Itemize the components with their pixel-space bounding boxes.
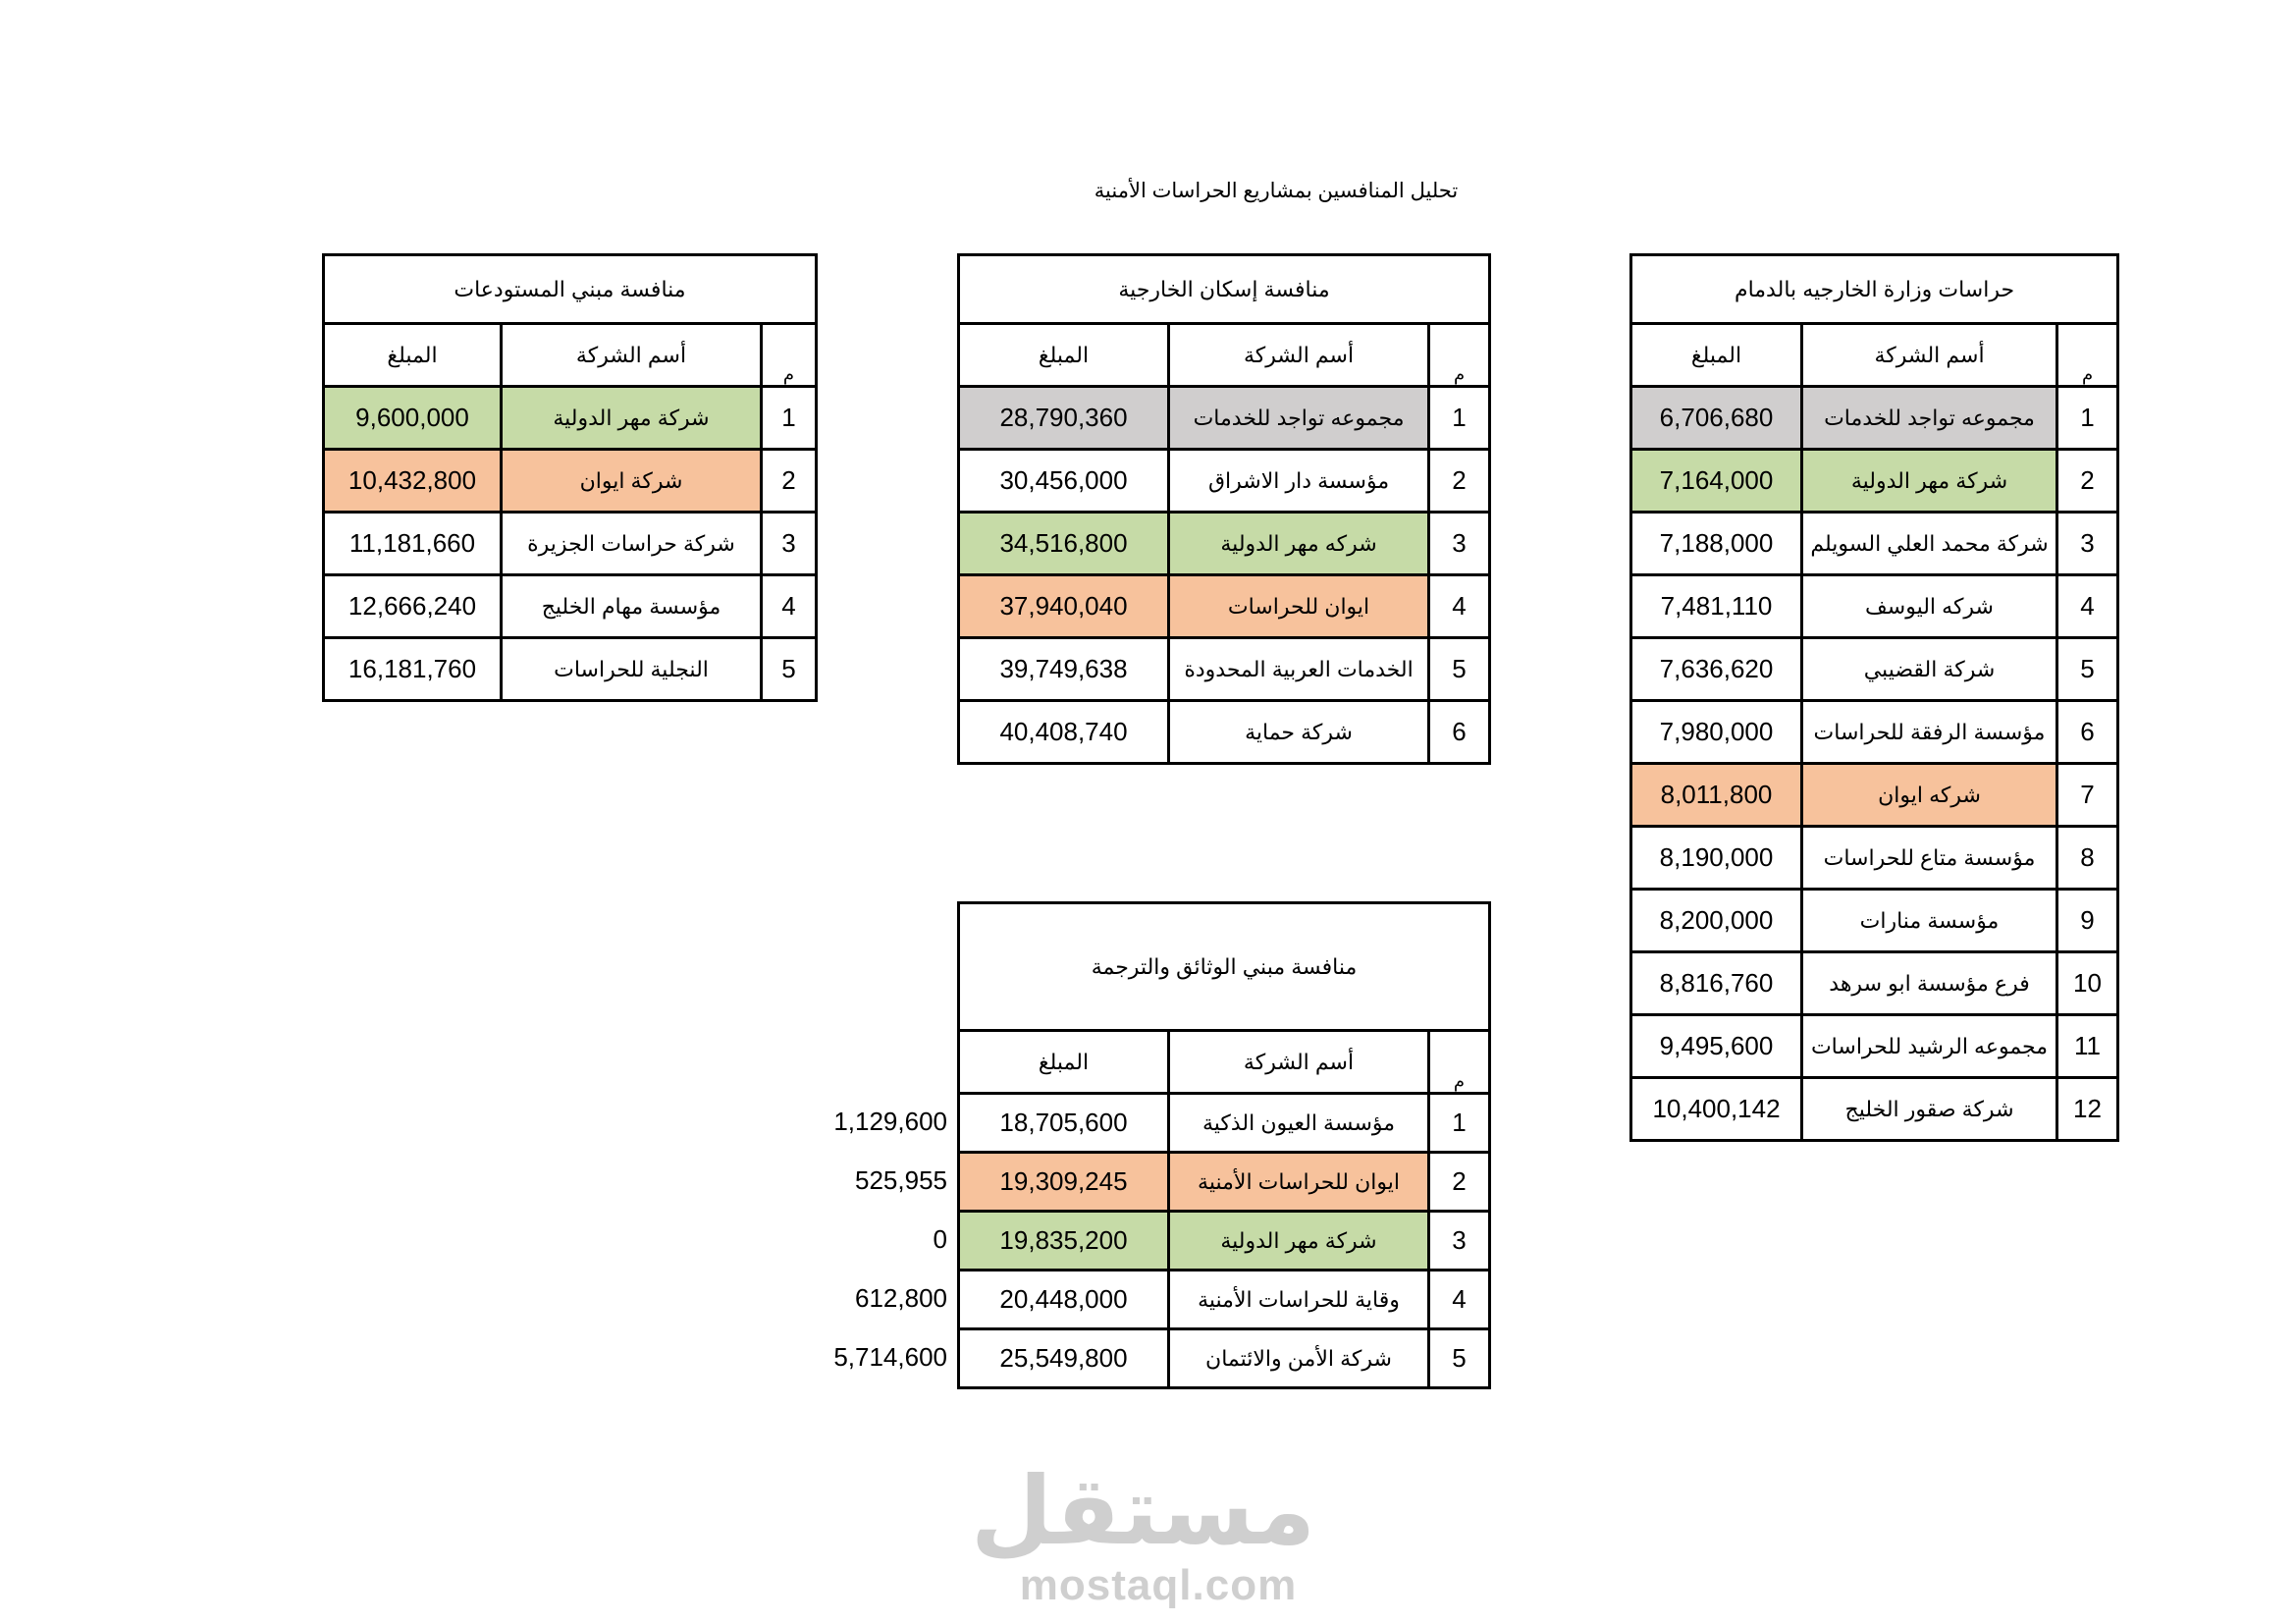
- row-index: 6: [2057, 701, 2118, 764]
- row-index: 5: [1429, 638, 1490, 701]
- table-title: منافسة مبني الوثائق والترجمة: [959, 903, 1490, 1031]
- company-name: شركة مهر الدولية: [1802, 450, 2057, 513]
- table-warehouses: [322, 253, 818, 702]
- company-name: مجموعه الرشيد للحراسات: [1802, 1015, 2057, 1078]
- amount: 18,705,600: [959, 1094, 1169, 1153]
- amount: 7,980,000: [1631, 701, 1802, 764]
- table-row: [959, 575, 1490, 638]
- amount: 37,940,040: [959, 575, 1169, 638]
- amount: 20,448,000: [959, 1271, 1169, 1329]
- row-index: 3: [1429, 513, 1490, 575]
- company-name: شركة محمد العلي السويلم: [1802, 513, 2057, 575]
- column-header-amount: المبلغ: [959, 324, 1169, 387]
- table-row: [959, 513, 1490, 575]
- table-row: [1631, 1078, 2118, 1141]
- company-name: شركة حماية: [1169, 701, 1429, 764]
- company-name: شركة مهر الدولية: [502, 387, 762, 450]
- table-documents-translation: [957, 901, 1491, 1389]
- company-name: شركة صقور الخليج: [1802, 1078, 2057, 1141]
- row-index: 5: [1429, 1329, 1490, 1388]
- amount: 7,481,110: [1631, 575, 1802, 638]
- row-index: 8: [2057, 827, 2118, 890]
- difference-value: 612,800: [855, 1283, 947, 1313]
- company-name: ايوان للحراسات: [1169, 575, 1429, 638]
- company-name: فرع مؤسسة ابو سرهد: [1802, 952, 2057, 1015]
- difference-value: 0: [933, 1224, 947, 1254]
- column-header-index: م: [762, 324, 817, 387]
- company-name: شركة ايوان: [502, 450, 762, 513]
- company-name: النجلية للحراسات: [502, 638, 762, 701]
- column-header-index: م: [2057, 324, 2118, 387]
- watermark-latin: mostaql.com: [1019, 1561, 1298, 1609]
- amount: 28,790,360: [959, 387, 1169, 450]
- table-row: [324, 638, 817, 701]
- amount: 8,011,800: [1631, 764, 1802, 827]
- amount: 8,190,000: [1631, 827, 1802, 890]
- table-row: [324, 387, 817, 450]
- row-index: 2: [2057, 450, 2118, 513]
- row-index: 4: [762, 575, 817, 638]
- amount: 6,706,680: [1631, 387, 1802, 450]
- difference-value: 5,714,600: [833, 1342, 947, 1372]
- table-row: [959, 387, 1490, 450]
- amount: 7,164,000: [1631, 450, 1802, 513]
- table-row: [1631, 1015, 2118, 1078]
- amount: 34,516,800: [959, 513, 1169, 575]
- company-name: شركه ايوان: [1802, 764, 2057, 827]
- watermark: [970, 1459, 1315, 1610]
- table-row: [959, 701, 1490, 764]
- amount: 19,835,200: [959, 1212, 1169, 1271]
- column-header-company: أسم الشركة: [1169, 324, 1429, 387]
- table-row: [1631, 701, 2118, 764]
- row-index: 6: [1429, 701, 1490, 764]
- amount: 30,456,000: [959, 450, 1169, 513]
- row-index: 5: [2057, 638, 2118, 701]
- column-header-index: م: [1429, 324, 1490, 387]
- table-row: [959, 1212, 1490, 1271]
- company-name: مؤسسة منارات: [1802, 890, 2057, 952]
- company-name: شركة حراسات الجزيرة: [502, 513, 762, 575]
- table-row: [324, 450, 817, 513]
- amount: 9,600,000: [324, 387, 502, 450]
- row-index: 11: [2057, 1015, 2118, 1078]
- amount: 7,636,620: [1631, 638, 1802, 701]
- company-name: مؤسسة الرفقة للحراسات: [1802, 701, 2057, 764]
- row-index: 9: [2057, 890, 2118, 952]
- table-row: [959, 638, 1490, 701]
- row-index: 10: [2057, 952, 2118, 1015]
- amount: 7,188,000: [1631, 513, 1802, 575]
- table-row: [1631, 638, 2118, 701]
- row-index: 3: [1429, 1212, 1490, 1271]
- page-title: تحليل المنافسين بمشاريع الحراسات الأمنية: [1094, 180, 1459, 202]
- company-name: شركه اليوسف: [1802, 575, 2057, 638]
- company-name: مجموعه تواجد للخدمات: [1802, 387, 2057, 450]
- company-name: ايوان للحراسات الأمنية: [1169, 1153, 1429, 1212]
- amount: 25,549,800: [959, 1329, 1169, 1388]
- amount: 19,309,245: [959, 1153, 1169, 1212]
- amount: 11,181,660: [324, 513, 502, 575]
- column-header-index: م: [1429, 1031, 1490, 1094]
- amount: 8,200,000: [1631, 890, 1802, 952]
- company-name: مجموعه تواجد للخدمات: [1169, 387, 1429, 450]
- row-index: 1: [2057, 387, 2118, 450]
- amount: 9,495,600: [1631, 1015, 1802, 1078]
- column-header-company: أسم الشركة: [1802, 324, 2057, 387]
- table-housing: [957, 253, 1491, 765]
- table-row: [959, 1094, 1490, 1153]
- company-name: شركة الأمن والائتمان: [1169, 1329, 1429, 1388]
- table-row: [1631, 387, 2118, 450]
- amount: 10,432,800: [324, 450, 502, 513]
- row-index: 3: [2057, 513, 2118, 575]
- table-row: [959, 450, 1490, 513]
- row-index: 1: [762, 387, 817, 450]
- column-header-company: أسم الشركة: [502, 324, 762, 387]
- column-header-amount: المبلغ: [324, 324, 502, 387]
- column-header-amount: المبلغ: [1631, 324, 1802, 387]
- company-name: مؤسسة دار الاشراق: [1169, 450, 1429, 513]
- table-row: [1631, 575, 2118, 638]
- row-index: 4: [1429, 575, 1490, 638]
- difference-value: 1,129,600: [833, 1107, 947, 1136]
- table-row: [959, 1329, 1490, 1388]
- row-index: 12: [2057, 1078, 2118, 1141]
- row-index: 2: [1429, 450, 1490, 513]
- table-title: حراسات وزارة الخارجيه بالدمام: [1631, 255, 2118, 324]
- amount: 12,666,240: [324, 575, 502, 638]
- row-index: 1: [1429, 387, 1490, 450]
- table-dammam-guards: [1629, 253, 2119, 1142]
- watermark-arabic: مستقل: [970, 1459, 1315, 1564]
- company-name: مؤسسة العيون الذكية: [1169, 1094, 1429, 1153]
- table-row: [1631, 513, 2118, 575]
- difference-value: 525,955: [855, 1165, 947, 1195]
- table-row: [1631, 450, 2118, 513]
- row-index: 4: [1429, 1271, 1490, 1329]
- table-row: [1631, 827, 2118, 890]
- table-title: منافسة مبني المستودعات: [324, 255, 817, 324]
- row-index: 2: [762, 450, 817, 513]
- amount: 40,408,740: [959, 701, 1169, 764]
- row-index: 2: [1429, 1153, 1490, 1212]
- amount: 8,816,760: [1631, 952, 1802, 1015]
- company-name: شركة مهر الدولية: [1169, 1212, 1429, 1271]
- row-index: 4: [2057, 575, 2118, 638]
- company-name: مؤسسة متاع للحراسات: [1802, 827, 2057, 890]
- company-name: الخدمات العربية المحدودة: [1169, 638, 1429, 701]
- table-row: [324, 513, 817, 575]
- row-index: 5: [762, 638, 817, 701]
- company-name: مؤسسة مهام الخليج: [502, 575, 762, 638]
- amount: 10,400,142: [1631, 1078, 1802, 1141]
- row-index: 1: [1429, 1094, 1490, 1153]
- table-row: [959, 1153, 1490, 1212]
- table-row: [324, 575, 817, 638]
- column-header-amount: المبلغ: [959, 1031, 1169, 1094]
- row-index: 3: [762, 513, 817, 575]
- table-row: [1631, 764, 2118, 827]
- table-row: [1631, 952, 2118, 1015]
- amount: 39,749,638: [959, 638, 1169, 701]
- table-title: منافسة إسكان الخارجية: [959, 255, 1490, 324]
- table-row: [959, 1271, 1490, 1329]
- company-name: شركه مهر الدولية: [1169, 513, 1429, 575]
- company-name: وقاية للحراسات الأمنية: [1169, 1271, 1429, 1329]
- company-name: شركة القضيبي: [1802, 638, 2057, 701]
- column-header-company: أسم الشركة: [1169, 1031, 1429, 1094]
- row-index: 7: [2057, 764, 2118, 827]
- table-row: [1631, 890, 2118, 952]
- amount: 16,181,760: [324, 638, 502, 701]
